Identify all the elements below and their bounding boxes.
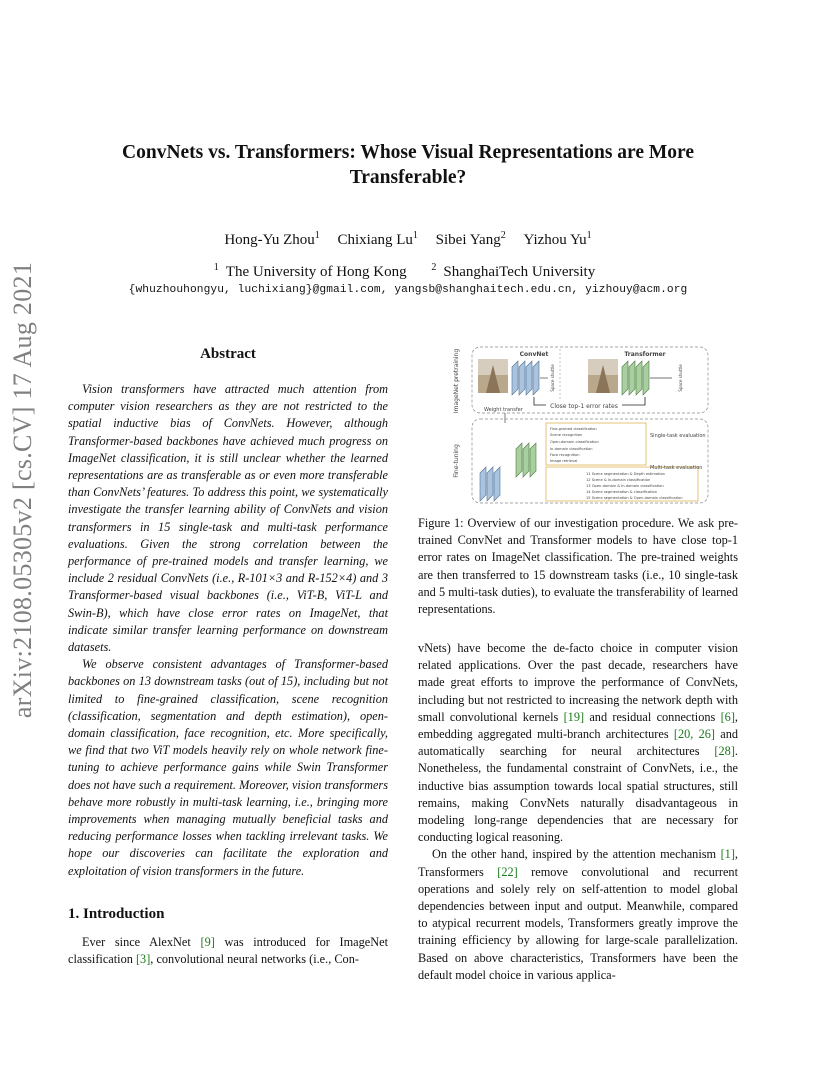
author: Yizhou Yu$^1$ [523, 230, 592, 248]
citation-link[interactable]: [1] [720, 847, 735, 862]
citation-link[interactable]: [19] [563, 709, 585, 724]
svg-text:Open-domain classification: Open-domain classification [550, 440, 599, 444]
abstract-paragraph: We observe consistent advantages of Transformer-based backbones on 13 downstream tasks (out of 15), including but not limited to fine-grained classification, scene recognition (classification, segmentation and depth estimation), open-domain classification, face recognition, etc. More specifically, we find that two ViT models heavily rely on whole network fine-tuning to achieve performance gains while Swin Transformer does not have such a requirement. Moreover, vision transformers behave more robustly in multi-task learning, i.e., bringing more improvements when managing mutually beneficial tasks and reducing performance losses when tackling irrelevant tasks. We hope our discoveries can facilitate the exploration and exploitation of vision transformers in the future. [68, 657, 388, 878]
affiliation: $^1$ The University of Hong Kong [213, 262, 407, 280]
abstract-heading: Abstract [200, 346, 256, 362]
convnet-blocks [512, 361, 539, 395]
affiliations [90, 264, 726, 281]
figure-overview [450, 345, 712, 505]
paper-title: ConvNets vs. Transformers: Whose Visual Representations are More Transferable? [122, 142, 694, 188]
section-heading: 1. Introduction [68, 906, 165, 922]
error-rates-label: Close top-1 error rates [550, 403, 618, 410]
affiliation: $^2$ ShanghaiTech University [431, 262, 596, 280]
citation-link[interactable]: [3] [135, 952, 151, 967]
svg-text:14 Scene segmentation & classi: 14 Scene segmentation & classification [586, 490, 657, 494]
body-paragraph: vNets) have become the de-facto choice in computer vision related applications. Over the past decade, researchers have made great efforts to improve the performance of ConvNets, including but not restricted to increasing the network depth with small convolutional kernels [19] and residual connections [6], embedding aggregated multi-branch architectures [20, 26] and automatically searching for neural architectures [28]. Nonetheless, the fundamental constraint of ConvNets, i.e., the inductive bias assumption towards local spatial structures, still remains, making ConvNets naturally disadvantageous in modeling long-range dependencies that are necessary for conducting logical reasoning. [418, 641, 738, 845]
body-paragraph: On the other hand, inspired by the attention mechanism [1], Transformers [22] remove convolutional and recurrent operations and solely rely on self-attention to model global dependencies between input and output. Meanwhile, compared to atypical recurrent models, Transformers greatly improve the training efficiency by allowing for large-scale parallelization. Based on above characteristics, Transformers have been the default model choice in various applica- [418, 847, 739, 982]
right-column-body [418, 640, 738, 984]
arxiv-stamp [2, 261, 44, 719]
intro-body [68, 934, 388, 968]
svg-text:13 Open-domain & In-domain cla: 13 Open-domain & In-domain classification [586, 484, 664, 488]
citation-link[interactable]: [9] [200, 935, 215, 949]
pretrain-label: ImageNet pretraining [453, 348, 460, 414]
citation-link[interactable]: [20, 26] [673, 727, 715, 742]
multi-task-label: Multi-task evaluation [650, 465, 703, 471]
weight-transfer-label: Weight transfer [484, 407, 523, 413]
abstract-body [68, 381, 388, 880]
svg-text:Fine-grained classification: Fine-grained classification [550, 427, 597, 431]
figure-caption: Figure 1: Overview of our investigation procedure. We ask pre-trained ConvNet and Transformer models to have close top-1 error rates on ImageNet classification. The pre-trained weights are then transferred to 15 downstream tasks (i.e., 10 single-task and 5 multi-task duties), to evaluate the transferability of learned representations. [418, 516, 738, 617]
svg-text:Scene recognition: Scene recognition [550, 433, 583, 437]
citation-link[interactable]: [6] [720, 709, 735, 724]
single-task-list [550, 427, 599, 463]
abstract-paragraph: Vision transformers have attracted much attention from computer vision researchers as they are not restricted to the spatial inductive bias of ConvNets. However, although Transformer-based backbones have achieved much progress on ImageNet classification, it is still unclear whether the learned representations are as transferable as or even more transferable than ConvNets’ features. To address this point, we systematically investigate the transfer learning ability of ConvNets and vision transformers in 15 single-task and multi-task performance evaluations. Given the strong correlation between the performance of pre-trained models and transfer learning, we include 2 residual ConvNets (i.e., R-101×3 and R-152×4) and 3 Transformer-based visual backbones (i.e., ViT-B, ViT-L and Swin-B), which have close error rates on ImageNet, that indicate similar transfer learning performance on downstream datasets. [68, 382, 388, 655]
author: Hong-Yu Zhou$^1$ [224, 230, 320, 248]
space-shuttle-label: Space shuttle [550, 364, 555, 392]
svg-text:Face recognition: Face recognition [550, 453, 580, 457]
svg-text:Image retrieval: Image retrieval [550, 459, 578, 463]
multi-task-list [586, 472, 683, 500]
author-list [90, 232, 726, 249]
svg-text:11 Scene segmentation & Depth: 11 Scene segmentation & Depth estimation [586, 472, 665, 476]
transformer-label: Transformer [624, 351, 666, 358]
finetune-label: Fine-tuning [453, 444, 460, 478]
space-shuttle-label: Space shuttle [678, 364, 683, 392]
citation-link[interactable]: [28] [714, 744, 735, 759]
svg-text:In-domain classification: In-domain classification [550, 447, 593, 451]
author: Sibei Yang$^2$ [435, 230, 506, 248]
author: Chixiang Lu$^1$ [337, 230, 418, 248]
arxiv-stamp-text: arXiv:2108.05305v2 [cs.CV] 17 Aug 2021 [8, 261, 37, 719]
author-emails: {whuzhouhongyu, luchixiang}@gmail.com, yangsb@shanghaitech.edu.cn, yizhouy@acm.org [128, 284, 688, 296]
citation-link[interactable]: [22] [497, 864, 518, 879]
intro-paragraph: Ever since AlexNet [9] was introduced for ImageNet classification [3], convolutional neural networks (i.e., Con- [68, 935, 389, 967]
transformer-blocks [622, 361, 649, 395]
single-task-label: Single-task evaluation [650, 433, 706, 439]
svg-text:15 Scene segmentation & Open-d: 15 Scene segmentation & Open-domain classification [586, 496, 683, 500]
svg-text:12 Scene & In-domain classific: 12 Scene & In-domain classification [586, 478, 651, 482]
convnet-label: ConvNet [519, 351, 549, 358]
